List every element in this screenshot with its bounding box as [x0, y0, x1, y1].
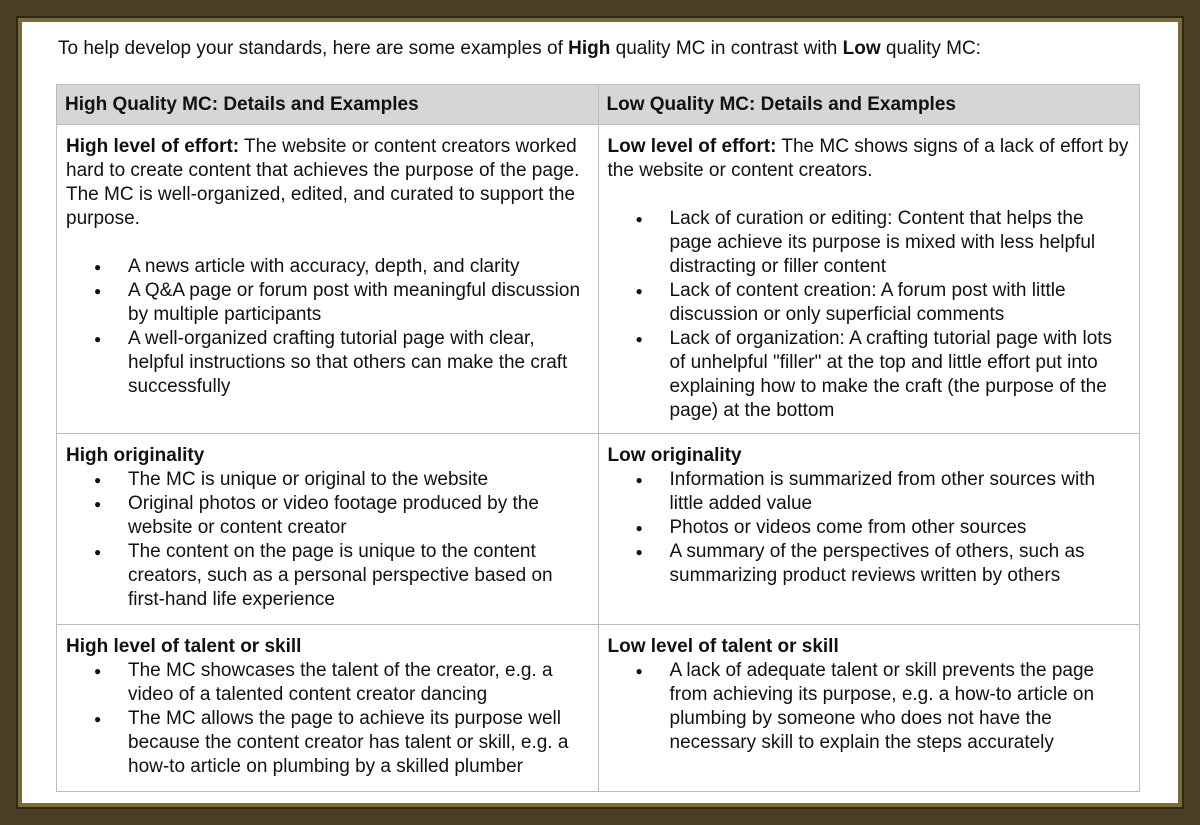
list-item: ● Information is summarized from other sources with little added value — [670, 468, 1132, 516]
bullet-list — [66, 468, 590, 612]
list-item: ● Lack of curation or editing: Content that helps the page achieve its purpose is mixed with less helpful distracting or filler content — [670, 207, 1132, 279]
table-row-originality — [57, 434, 1140, 625]
mc-comparison-table — [56, 84, 1140, 792]
header-high-quality: High Quality MC: Details and Examples — [57, 85, 599, 125]
cell-lead — [66, 135, 590, 231]
cell-title: Low level of talent or skill — [607, 636, 839, 657]
cell-title: High level of effort: — [66, 136, 240, 157]
list-item: ● A Q&A page or forum post with meaningful discussion by multiple participants — [128, 279, 590, 327]
cell-lead — [608, 444, 1132, 468]
table-row-talent — [57, 625, 1140, 792]
intro-text: To help develop your standards, here are some examples of — [58, 38, 569, 59]
list-item: ● A lack of adequate talent or skill prevents the page from achieving its purpose, e.g. a how-to article on plumbing by someone who does not have the necessary skill to explain the steps accurately — [670, 659, 1132, 755]
list-item: ● The content on the page is unique to the content creators, such as a personal perspective based on first-hand life experience — [128, 540, 590, 612]
list-item: ● The MC allows the page to achieve its purpose well because the content creator has talent or skill, e.g. a how-to article on plumbing by a skilled plumber — [128, 707, 590, 779]
cell-lead — [608, 135, 1132, 183]
bullet-list — [608, 207, 1132, 423]
list-item: ● Lack of organization: A crafting tutorial page with lots of unhelpful "filler" at the top and little effort put into explaining how to make the craft (the purpose of the page) at the bottom — [670, 327, 1132, 423]
intro-sentence — [58, 38, 981, 60]
intro-text: quality MC in contrast with — [610, 38, 843, 59]
list-item: ● A summary of the perspectives of others, such as summarizing product reviews written by others — [670, 540, 1132, 588]
bullet-list — [66, 255, 590, 399]
document-page — [22, 22, 1178, 803]
cell-lead — [608, 635, 1132, 659]
bullet-list — [608, 468, 1132, 588]
list-item: ● The MC is unique or original to the website — [128, 468, 590, 492]
cell-low-effort — [598, 125, 1140, 434]
cell-title: Low originality — [607, 445, 742, 466]
list-item: ● A well-organized crafting tutorial page with clear, helpful instructions so that others can make the craft successfully — [128, 327, 590, 399]
cell-high-effort — [57, 125, 599, 434]
cell-high-talent — [57, 625, 599, 792]
cell-text: The MC shows signs of a lack of effort by the website or content creators. — [607, 136, 1129, 181]
list-item: ● A news article with accuracy, depth, and clarity — [128, 255, 590, 279]
intro-low-word: Low — [842, 38, 881, 59]
bullet-list — [608, 659, 1132, 755]
cell-title: High originality — [66, 445, 205, 466]
list-item: ● Photos or videos come from other sources — [670, 516, 1132, 540]
cell-low-originality — [598, 434, 1140, 625]
bullet-list — [66, 659, 590, 779]
cell-low-talent — [598, 625, 1140, 792]
table-header-row — [57, 85, 1140, 125]
list-item: ● The MC showcases the talent of the creator, e.g. a video of a talented content creator dancing — [128, 659, 590, 707]
list-item: ● Original photos or video footage produced by the website or content creator — [128, 492, 590, 540]
intro-text: quality MC: — [880, 38, 981, 59]
table-row-effort — [57, 125, 1140, 434]
intro-high-word: High — [568, 38, 611, 59]
header-low-quality: Low Quality MC: Details and Examples — [598, 85, 1140, 125]
cell-lead — [66, 635, 590, 659]
cell-text: The website or content creators worked hard to create content that achieves the purpose of the page. The MC is well-organized, edited, and curated to support the purpose. — [66, 136, 580, 229]
cell-title: Low level of effort: — [607, 136, 777, 157]
cell-lead — [66, 444, 590, 468]
cell-high-originality — [57, 434, 599, 625]
list-item: ● Lack of content creation: A forum post with little discussion or only superficial comments — [670, 279, 1132, 327]
cell-title: High level of talent or skill — [66, 636, 302, 657]
